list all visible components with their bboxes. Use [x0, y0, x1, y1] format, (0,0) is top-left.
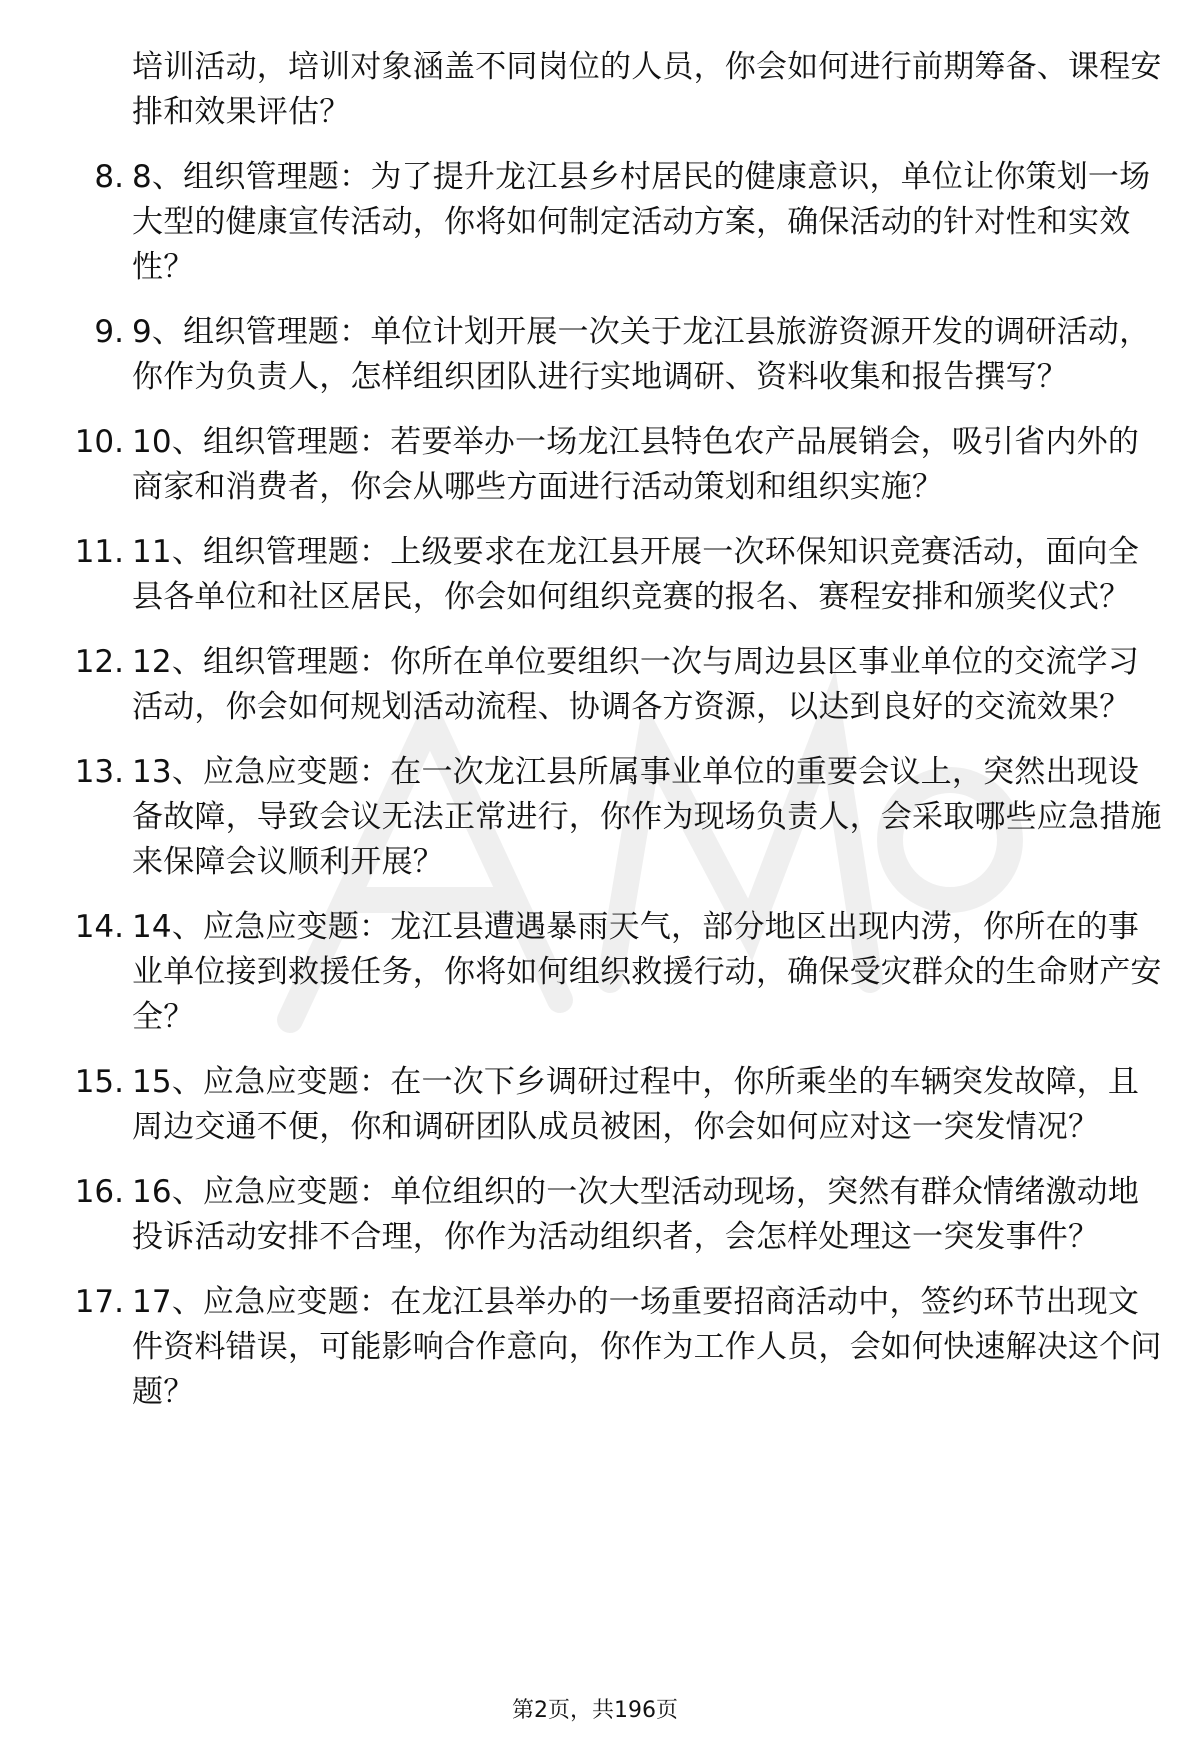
list-item-text: 8、组织管理题：为了提升龙江县乡村居民的健康意识，单位让你策划一场大型的健康宣传活动，你将如何制定活动方案，确保活动的针对性和实效性？ [132, 159, 1151, 285]
list-item-number: 13. [74, 754, 124, 790]
list-item [0, 905, 1190, 1040]
list-item-number: 16. [74, 1174, 124, 1210]
question-list [0, 45, 1190, 1435]
list-item [0, 420, 1190, 510]
list-item-text: 14、应急应变题：龙江县遭遇暴雨天气，部分地区出现内涝，你所在的事业单位接到救援任务，你将如何组织救援行动，确保受灾群众的生命财产安全？ [132, 909, 1162, 1035]
continued-question-text: 培训活动，培训对象涵盖不同岗位的人员，你会如何进行前期筹备、课程安排和效果评估？ [132, 49, 1162, 130]
list-item-text: 10、组织管理题：若要举办一场龙江县特色农产品展销会，吸引省内外的商家和消费者，你会从哪些方面进行活动策划和组织实施？ [132, 424, 1140, 505]
list-item-number: 12. [74, 644, 124, 680]
list-item-text: 17、应急应变题：在龙江县举办的一场重要招商活动中，签约环节出现文件资料错误，可能影响合作意向，你作为工作人员，会如何快速解决这个问题？ [132, 1284, 1162, 1410]
page-footer: 第2页，共196页 [512, 1698, 678, 1723]
list-item [0, 1280, 1190, 1415]
list-item-text: 16、应急应变题：单位组织的一次大型活动现场，突然有群众情绪激动地投诉活动安排不合理，你作为活动组织者，会怎样处理这一突发事件？ [132, 1174, 1140, 1255]
list-item [0, 310, 1190, 400]
list-item [0, 1060, 1190, 1150]
list-item-text: 9、组织管理题：单位计划开展一次关于龙江县旅游资源开发的调研活动，你作为负责人，怎样组织团队进行实地调研、资料收集和报告撰写？ [132, 314, 1151, 395]
list-item-text: 11、组织管理题：上级要求在龙江县开展一次环保知识竞赛活动，面向全县各单位和社区居民，你会如何组织竞赛的报名、赛程安排和颁奖仪式？ [132, 534, 1140, 615]
list-item-text: 15、应急应变题：在一次下乡调研过程中，你所乘坐的车辆突发故障，且周边交通不便，你和调研团队成员被困，你会如何应对这一突发情况？ [132, 1064, 1140, 1145]
list-item-number: 10. [74, 424, 124, 460]
list-item [0, 530, 1190, 620]
list-item-text: 13、应急应变题：在一次龙江县所属事业单位的重要会议上，突然出现设备故障，导致会议无法正常进行，你作为现场负责人，会采取哪些应急措施来保障会议顺利开展？ [132, 754, 1162, 880]
list-item [0, 155, 1190, 290]
list-item-number: 14. [74, 909, 124, 945]
list-item [0, 1170, 1190, 1260]
list-item-number: 17. [74, 1284, 124, 1320]
list-item-text: 12、组织管理题：你所在单位要组织一次与周边县区事业单位的交流学习活动，你会如何规划活动流程、协调各方资源，以达到良好的交流效果？ [132, 644, 1140, 725]
list-item-number: 11. [74, 534, 124, 570]
list-item [0, 640, 1190, 730]
list-item-number: 8. [94, 159, 124, 195]
list-item-number: 9. [94, 314, 124, 350]
list-item [0, 750, 1190, 885]
list-item-number: 15. [74, 1064, 124, 1100]
